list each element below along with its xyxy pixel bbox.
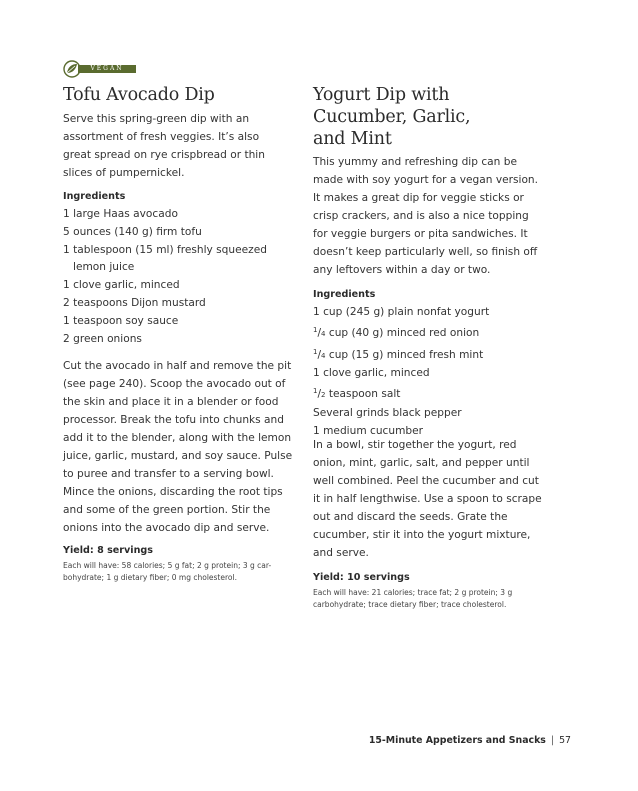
ingredient-item: 1 medium cucumber (313, 424, 424, 437)
recipe-directions (63, 357, 298, 537)
ingredient-item: lemon juice (73, 261, 135, 274)
direction-line: the skin and place it in a blender or food (63, 396, 279, 408)
page-number: 57 (559, 735, 571, 746)
ingredient-item: 2 teaspoons Dijon mustard (63, 296, 206, 309)
ingredients-list (63, 206, 293, 348)
nutrition-note (313, 587, 553, 611)
fraction-denominator: 4 (321, 329, 326, 338)
fraction-denominator: 2 (321, 391, 326, 400)
title-line: Cucumber, Garlic, (313, 107, 471, 127)
intro-line: assortment of fresh veggies. It’s also (63, 131, 260, 143)
ingredients-heading: Ingredients (313, 289, 376, 300)
recipe-title (313, 84, 553, 150)
direction-line: onion, mint, garlic, salt, and pepper until (313, 457, 530, 469)
fraction-numerator: 1 (313, 387, 318, 396)
intro-line: slices of pumpernickel. (63, 167, 185, 179)
fraction-numerator: 1 (313, 325, 318, 334)
ingredient-item: 2 green onions (63, 332, 142, 345)
ingredient-item: 1 tablespoon (15 ml) freshly squeezed (63, 243, 267, 256)
ingredient-item: Several grinds black pepper (313, 406, 462, 419)
ingredient-item: 5 ounces (140 g) firm tofu (63, 225, 202, 238)
ingredient-item: 1 cup (245 g) plain nonfat yogurt (313, 306, 490, 318)
fraction-numerator: 1 (313, 347, 318, 356)
intro-line: great spread on rye crispbread or thin (63, 149, 265, 161)
direction-line: and some of the green portion. Stir the (63, 504, 271, 516)
recipe-intro (63, 110, 293, 182)
intro-line: made with soy yogurt for a vegan version. (313, 174, 539, 186)
nutrition-line: carbohydrate; trace dietary fiber; trace cholesterol. (313, 600, 507, 609)
direction-line: to puree and transfer to a serving bowl. (63, 468, 274, 480)
vegan-label: VEGAN (78, 65, 136, 73)
direction-line: and serve. (313, 547, 369, 559)
recipe-title: Tofu Avocado Dip (63, 85, 215, 105)
nutrition-line: bohydrate; 1 g dietary fiber; 0 mg cholesterol. (63, 573, 237, 582)
direction-line: Cut the avocado in half and remove the pit (63, 360, 292, 372)
intro-line: crisp crackers, and is also a nice topping (313, 210, 529, 222)
intro-line: doesn’t keep particularly well, so finish off (313, 246, 538, 258)
title-line: Yogurt Dip with (313, 85, 450, 105)
direction-line: cucumber, stir it into the yogurt mixture, (313, 529, 531, 541)
ingredient-item: 1 clove garlic, minced (63, 279, 180, 292)
direction-line: out and discard the seeds. Grate the (313, 511, 508, 523)
direction-line: juice, garlic, mustard, and soy sauce. Pulse (63, 450, 293, 462)
direction-line: Mince the onions, discarding the root tips (63, 486, 283, 498)
ingredients-heading: Ingredients (63, 191, 126, 202)
intro-line: any leftovers within a day or two. (313, 264, 491, 276)
ingredient-item: 1 large Haas avocado (63, 208, 178, 220)
ingredient-text: cup (40 g) minced red onion (328, 326, 480, 339)
ingredient-item: 1 clove garlic, minced (313, 367, 430, 380)
ingredient-text: teaspoon salt (328, 388, 401, 401)
direction-line: it in half lengthwise. Use a spoon to scrape (313, 493, 542, 505)
direction-line: add it to the blender, along with the lemon (63, 432, 292, 444)
ingredient-item: $^1$/4 cup (40 g) minced red onion (313, 325, 480, 339)
intro-line: It makes a great dip for veggie sticks or (313, 192, 524, 204)
direction-line: processor. Break the tofu into chunks and (63, 414, 284, 426)
intro-line: for veggie burgers or pita sandwiches. It (313, 228, 528, 240)
title-line: and Mint (313, 129, 392, 149)
fraction-denominator: 4 (321, 351, 326, 360)
footer-separator: | (550, 735, 555, 746)
section-title: 15-Minute Appetizers and Snacks (368, 735, 546, 746)
ingredient-item: $^1$/4 cup (15 g) minced fresh mint (313, 347, 484, 361)
direction-line: In a bowl, stir together the yogurt, red (313, 439, 517, 451)
nutrition-line: Each will have: 58 calories; 5 g fat; 2 g protein; 3 g car- (63, 561, 272, 570)
direction-line: onions into the avocado dip and serve. (63, 522, 270, 534)
ingredient-item: 1 teaspoon soy sauce (63, 314, 179, 327)
vegan-badge (63, 60, 136, 78)
intro-line: This yummy and refreshing dip can be (313, 156, 517, 168)
ingredient-text: cup (15 g) minced fresh mint (328, 348, 484, 361)
direction-line: well combined. Peel the cucumber and cut (313, 475, 539, 487)
page-footer (369, 735, 571, 746)
intro-line: Serve this spring-green dip with an (63, 113, 250, 125)
nutrition-note (63, 560, 303, 584)
yield-heading: Yield: 10 servings (313, 572, 410, 583)
nutrition-line: Each will have: 21 calories; trace fat; 2 g protein; 3 g (313, 588, 513, 597)
ingredient-item: $^1$/2 teaspoon salt (313, 387, 401, 401)
yield-heading: Yield: 8 servings (63, 545, 153, 556)
direction-line: (see page 240). Scoop the avocado out of (63, 378, 286, 390)
recipe-directions (313, 436, 553, 562)
ingredients-list (313, 304, 553, 441)
recipe-intro (313, 153, 553, 279)
